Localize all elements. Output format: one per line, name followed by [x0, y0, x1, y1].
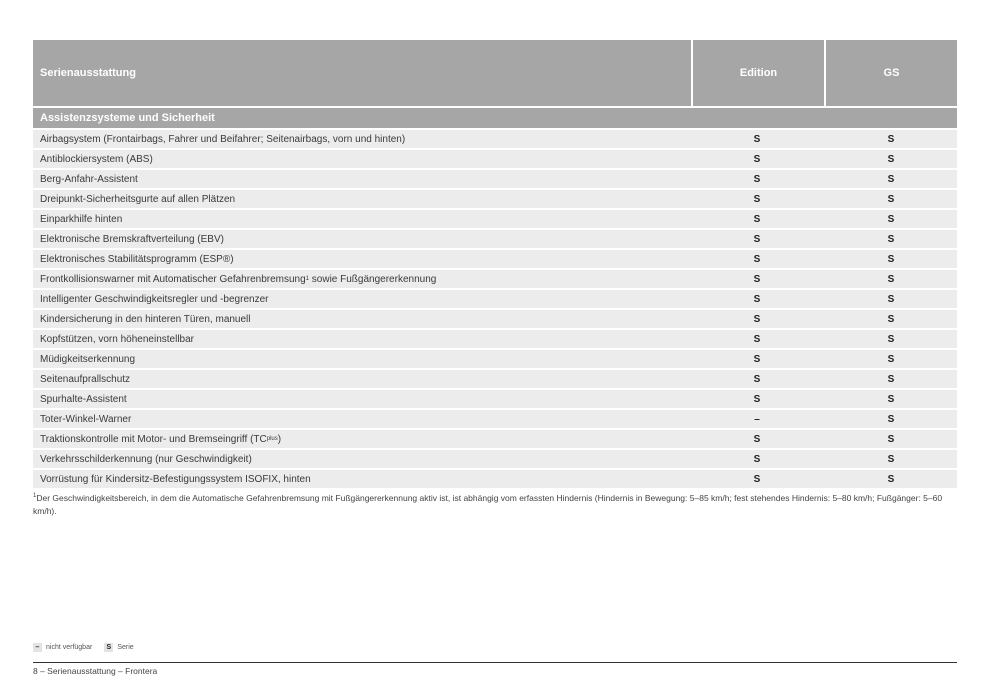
legend-label-standard: Serie: [117, 644, 134, 651]
table-row: [33, 130, 957, 148]
gs-availability: S: [887, 333, 895, 345]
gs-availability: S: [887, 133, 895, 145]
gs-availability: S: [887, 453, 895, 465]
feature-label: [33, 470, 689, 488]
header-standard-equipment: Serienausstattung: [40, 67, 136, 79]
feature-label: [33, 450, 689, 468]
edition-availability: S: [753, 193, 761, 205]
edition-availability: S: [753, 453, 761, 465]
legend-label-not-available: nicht verfügbar: [46, 644, 93, 651]
table-row: [33, 190, 957, 208]
footnote-marker: 1: [33, 493, 37, 500]
table-body: [33, 130, 957, 488]
feature-text: Traktionskontrolle mit Motor- und Bremseingriff (TC: [40, 433, 267, 445]
table-row: [33, 470, 957, 488]
feature-label: [33, 330, 689, 348]
feature-text: Kopfstützen, vorn höheneinstellbar: [40, 333, 194, 345]
gs-availability: S: [887, 173, 895, 185]
feature-text: Kindersicherung in den hinteren Türen, manuell: [40, 313, 251, 325]
equipment-table: [33, 40, 957, 488]
table-row: [33, 350, 957, 368]
feature-text-suffix: sowie Fußgängererkennung: [309, 273, 437, 285]
feature-text-suffix: ): [277, 433, 282, 445]
table-row: [33, 450, 957, 468]
feature-label: [33, 250, 689, 268]
table-row: [33, 370, 957, 388]
table-row: [33, 330, 957, 348]
gs-availability: S: [887, 313, 895, 325]
edition-availability: S: [753, 293, 761, 305]
gs-availability: S: [887, 193, 895, 205]
edition-availability: S: [753, 133, 761, 145]
feature-label: [33, 190, 689, 208]
feature-label: [33, 210, 689, 228]
table-row: [33, 250, 957, 268]
edition-availability: S: [753, 173, 761, 185]
feature-text: Müdigkeitserkennung: [40, 353, 136, 365]
edition-availability: S: [753, 333, 761, 345]
feature-text: Seitenaufprallschutz: [40, 373, 131, 385]
legend-symbol-not-available: –: [33, 643, 42, 652]
edition-availability: –: [754, 413, 760, 425]
feature-text: Berg-Anfahr-Assistent: [40, 173, 138, 185]
feature-text: Antiblockiersystem (ABS): [40, 153, 153, 165]
feature-label: [33, 390, 689, 408]
table-row: [33, 230, 957, 248]
footer-divider: [33, 662, 957, 663]
gs-availability: S: [887, 413, 895, 425]
edition-availability: S: [753, 373, 761, 385]
edition-availability: S: [753, 273, 761, 285]
gs-availability: S: [887, 373, 895, 385]
page-footer: 8 – Serienausstattung – Frontera: [33, 666, 158, 676]
feature-text: Elektronische Bremskraftverteilung (EBV): [40, 233, 224, 245]
feature-text: Frontkollisionswarner mit Automatischer Gefahrenbremsung: [40, 273, 306, 285]
feature-label: Traktionskontrolle mit Motor- und Bremseingriff (TC plus ): [40, 433, 282, 445]
section-title: Assistenzsysteme und Sicherheit: [33, 108, 957, 128]
legend-symbol-standard: S: [104, 643, 113, 652]
gs-availability: S: [887, 253, 895, 265]
table-row: [33, 210, 957, 228]
table-row: [33, 270, 957, 288]
legend: [33, 643, 146, 652]
table-row: [33, 430, 957, 448]
edition-availability: S: [753, 153, 761, 165]
header-edition: Edition: [691, 40, 824, 106]
gs-availability: S: [887, 293, 895, 305]
table-row: [33, 310, 957, 328]
edition-availability: S: [753, 233, 761, 245]
table-row: [33, 290, 957, 308]
feature-label: [33, 350, 689, 368]
footnote-text: Der Geschwindigkeitsbereich, in dem die Automatische Gefahrenbremsung mit Fußgängererkennung aktiv ist, ist abhängig vom erfassten Hindernis (Hindernis in Bewegung: 5–85 km/h; fest stehendes Hindernis: 5–80 km/h; Fußgänger: 5–60 km/h).: [33, 493, 943, 516]
edition-availability: S: [753, 313, 761, 325]
header-gs: GS: [824, 40, 957, 106]
gs-availability: S: [887, 213, 895, 225]
feature-label: [33, 310, 689, 328]
feature-text: Intelligenter Geschwindigkeitsregler und -begrenzer: [40, 293, 269, 305]
feature-text: Spurhalte-Assistent: [40, 393, 127, 405]
feature-text: Elektronisches Stabilitätsprogramm (ESP®): [40, 253, 234, 265]
table-header: [33, 40, 957, 106]
table-row: [33, 390, 957, 408]
edition-availability: S: [753, 353, 761, 365]
feature-label: [33, 230, 689, 248]
gs-availability: S: [887, 433, 895, 445]
gs-availability: S: [887, 233, 895, 245]
feature-label: [33, 410, 689, 428]
footnote: [33, 492, 957, 518]
feature-text: Verkehrsschilderkennung (nur Geschwindigkeit): [40, 453, 252, 465]
feature-text: Einparkhilfe hinten: [40, 213, 123, 225]
edition-availability: S: [753, 433, 761, 445]
gs-availability: S: [887, 473, 895, 485]
feature-text: Toter-Winkel-Warner: [40, 413, 132, 425]
gs-availability: S: [887, 393, 895, 405]
feature-label: [33, 370, 689, 388]
table-row: [33, 410, 957, 428]
edition-availability: S: [753, 253, 761, 265]
gs-availability: S: [887, 153, 895, 165]
feature-label: Frontkollisionswarner mit Automatischer Gefahrenbremsung 1 sowie Fußgängererkennung: [40, 273, 437, 285]
edition-availability: S: [753, 393, 761, 405]
feature-label: [33, 290, 689, 308]
gs-availability: S: [887, 353, 895, 365]
gs-availability: S: [887, 273, 895, 285]
edition-availability: S: [753, 213, 761, 225]
feature-text: Airbagsystem (Frontairbags, Fahrer und Beifahrer; Seitenairbags, vorn und hinten): [40, 133, 406, 145]
table-row: [33, 150, 957, 168]
feature-text: Vorrüstung für Kindersitz-Befestigungssystem ISOFIX, hinten: [40, 473, 311, 485]
feature-label: [33, 150, 689, 168]
feature-label: [33, 170, 689, 188]
edition-availability: S: [753, 473, 761, 485]
table-row: [33, 170, 957, 188]
feature-text: Dreipunkt-Sicherheitsgurte auf allen Plätzen: [40, 193, 236, 205]
feature-label: [33, 130, 689, 148]
